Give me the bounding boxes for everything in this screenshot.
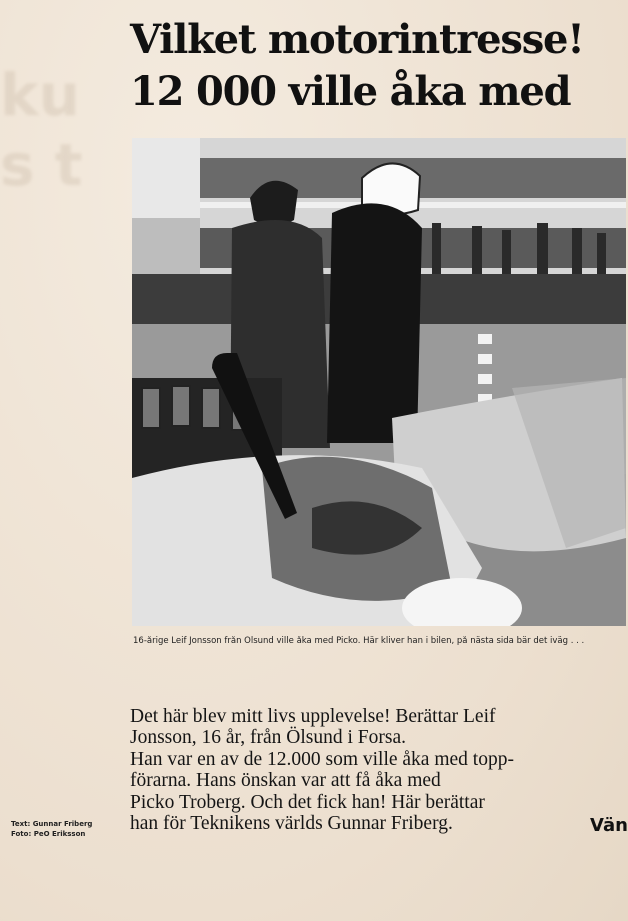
headline-line-2: 12 000 ville åka med — [130, 68, 571, 115]
intro-line-6: han för Teknikens världs Gunnar Friberg. — [130, 813, 453, 835]
show-through-print: ku s t — [0, 61, 83, 199]
article-intro — [130, 706, 580, 834]
photo-credit: Foto: PeO Eriksson — [11, 830, 86, 838]
intro-line-1: Det här blev mitt livs upplevelse! Berättar Leif — [130, 706, 496, 727]
headline — [130, 14, 620, 118]
text-credit: Text: Gunnar Friberg — [11, 820, 93, 828]
byline — [11, 819, 121, 839]
intro-line-5: Picko Troberg. Och det fick han! Här berättar — [130, 791, 485, 813]
photo-caption: 16-årige Leif Jonsson från Ölsund ville åka med Picko. Här kliver han i bilen, på nästa sida bär det iväg . . . — [133, 636, 585, 646]
race-car-photo — [132, 138, 626, 626]
turn-page-label: Vän — [590, 815, 628, 836]
intro-line-4: förarna. Hans önskan var att få åka med — [130, 770, 441, 792]
intro-line-2: Jonsson, 16 år, från Ölsund i Forsa. — [130, 727, 406, 749]
intro-line-3: Han var en av de 12.000 som ville åka med topp- — [130, 748, 514, 770]
headline-line-1: Vilket motorintresse! — [130, 16, 584, 63]
